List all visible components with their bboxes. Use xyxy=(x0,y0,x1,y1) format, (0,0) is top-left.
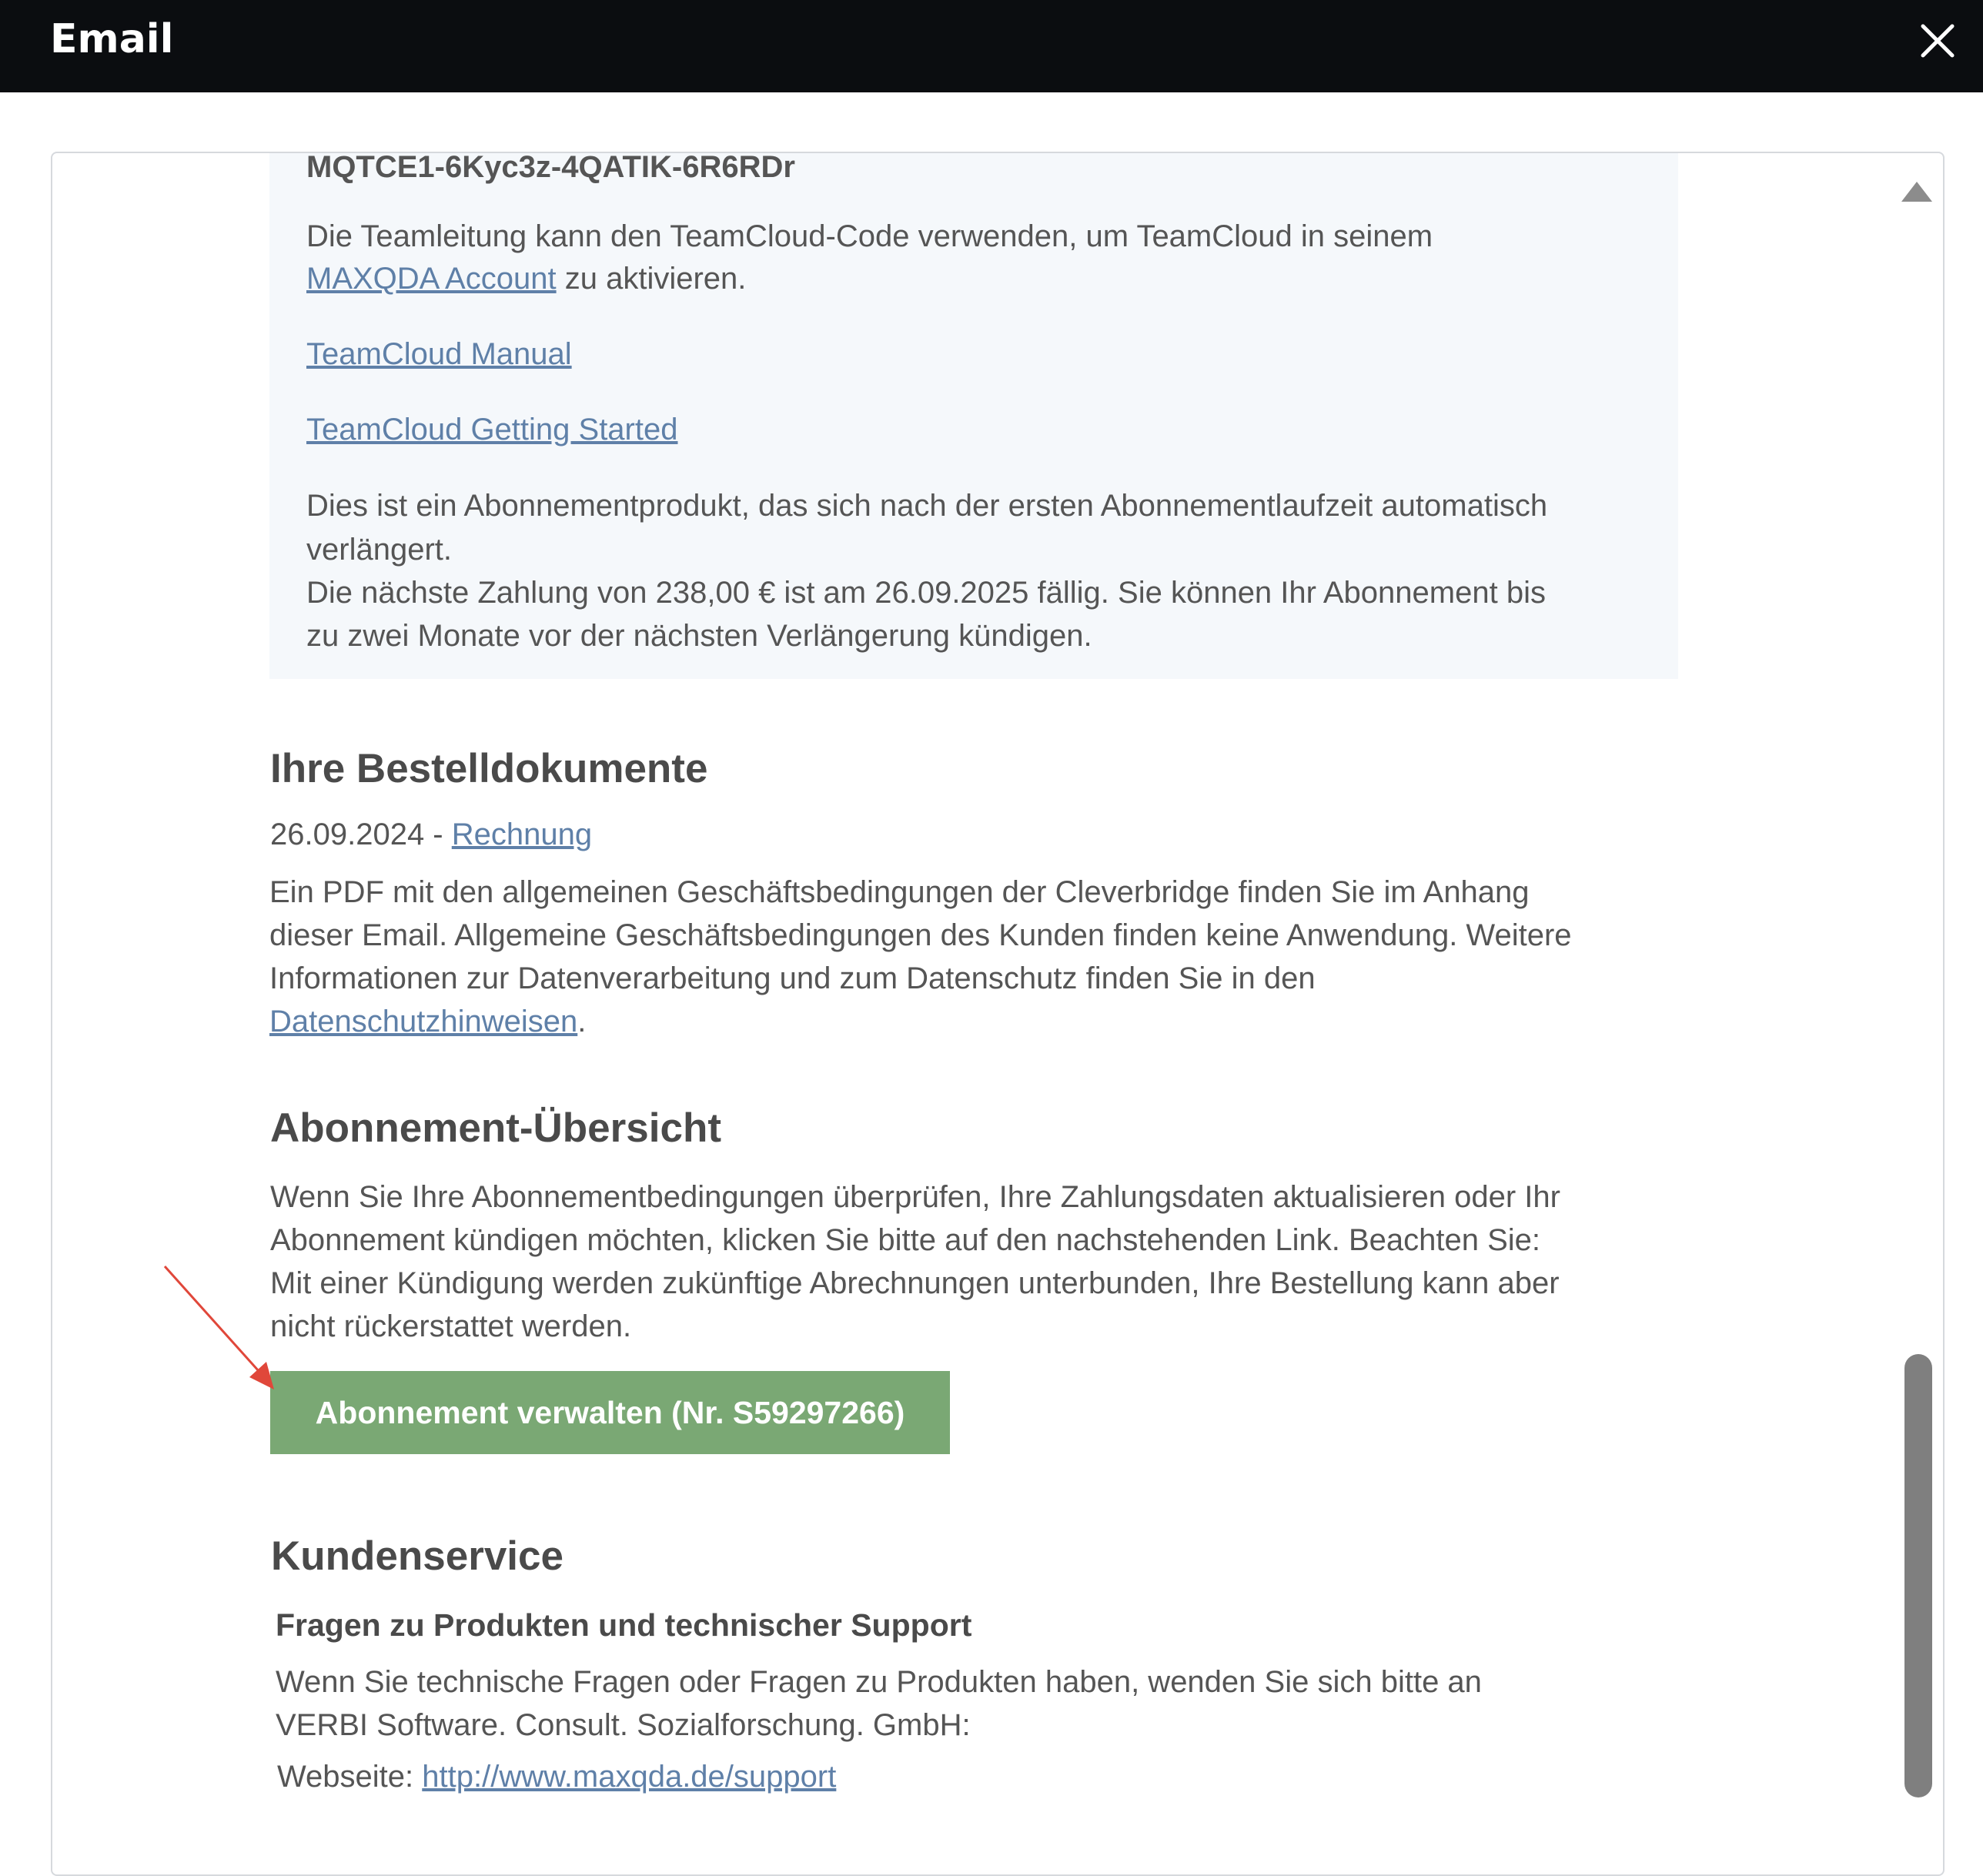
payment-info-line1: Die nächste Zahlung von 238,00 € ist am 26.09.2025 fällig. Sie können Ihr Abonnement bis xyxy=(306,576,1546,610)
website-label: Webseite: xyxy=(277,1760,414,1794)
terms-line2: dieser Email. Allgemeine Geschäftsbedingungen des Kunden finden keine Anwendung. Weitere xyxy=(269,918,1572,952)
terms-line3: Informationen zur Datenverarbeitung und zum Datenschutz finden Sie in den xyxy=(269,961,1316,995)
teamcloud-getting-started-link[interactable]: TeamCloud Getting Started xyxy=(306,413,678,446)
document-date: 26.09.2024 - xyxy=(270,818,443,851)
subscription-text-line4: nicht rückerstattet werden. xyxy=(270,1309,632,1343)
subscription-text-line3: Mit einer Kündigung werden zukünftige Abrechnungen unterbunden, Ihre Bestellung kann aber xyxy=(270,1266,1560,1300)
teamcloud-manual-link[interactable]: TeamCloud Manual xyxy=(306,337,572,371)
window-titlebar xyxy=(0,0,1983,92)
payment-info-line2: zu zwei Monate vor der nächsten Verlängerung kündigen. xyxy=(306,619,1092,653)
subscription-text-line2: Abonnement kündigen möchten, klicken Sie bitte auf den nachstehenden Link. Beachten Sie: xyxy=(270,1223,1541,1257)
email-viewer[interactable] xyxy=(51,152,1945,1876)
support-text-line1: Wenn Sie technische Fragen oder Fragen zu Produkten haben, wenden Sie sich bitte an xyxy=(276,1665,1482,1699)
support-heading: Kundenservice xyxy=(271,1533,563,1579)
maxqda-account-link[interactable]: MAXQDA Account xyxy=(306,262,557,296)
teamcloud-info-line2 xyxy=(306,257,746,300)
invoice-link[interactable]: Rechnung xyxy=(451,818,593,851)
privacy-link[interactable]: Datenschutzhinweisen xyxy=(269,1005,578,1038)
support-subheading: Fragen zu Produkten und technischer Support xyxy=(276,1607,972,1643)
subscription-text-line1: Wenn Sie Ihre Abonnementbedingungen überprüfen, Ihre Zahlungsdaten aktualisieren oder Ihr xyxy=(270,1180,1560,1214)
red-arrow-icon xyxy=(160,1262,283,1400)
documents-date-line xyxy=(270,813,592,856)
teamcloud-info-line1: Die Teamleitung kann den TeamCloud-Code verwenden, um TeamCloud in seinem xyxy=(306,219,1433,253)
close-icon xyxy=(1920,23,1955,59)
window-title: Email xyxy=(50,16,174,62)
privacy-line xyxy=(269,1000,586,1043)
teamcloud-info-suffix: zu aktivieren. xyxy=(564,262,747,296)
subscription-heading: Abonnement-Übersicht xyxy=(270,1105,721,1151)
privacy-suffix: . xyxy=(577,1005,587,1038)
terms-line1: Ein PDF mit den allgemeinen Geschäftsbedingungen der Cleverbridge finden Sie im Anhang xyxy=(269,875,1530,909)
email-body xyxy=(52,153,1943,1874)
support-website-line xyxy=(277,1755,836,1798)
scrollbar-thumb[interactable] xyxy=(1904,1354,1932,1797)
documents-heading: Ihre Bestelldokumente xyxy=(270,746,708,791)
scroll-up-button[interactable] xyxy=(1895,176,1938,207)
subscription-renewal-line1: Dies ist ein Abonnementprodukt, das sich nach der ersten Abonnementlaufzeit automatisch xyxy=(306,489,1548,523)
triangle-up-icon xyxy=(1900,180,1934,203)
support-text-line2: VERBI Software. Consult. Sozialforschung. GmbH: xyxy=(276,1708,971,1742)
subscription-renewal-line2: verlängert. xyxy=(306,533,452,567)
close-button[interactable] xyxy=(1911,14,1965,68)
teamcloud-code: MQTCE1-6Kyc3z-4QATIK-6R6RDr xyxy=(306,152,795,184)
support-website-link[interactable]: http://www.maxqda.de/support xyxy=(422,1760,837,1794)
manage-subscription-button[interactable]: Abonnement verwalten (Nr. S59297266) xyxy=(270,1371,950,1454)
